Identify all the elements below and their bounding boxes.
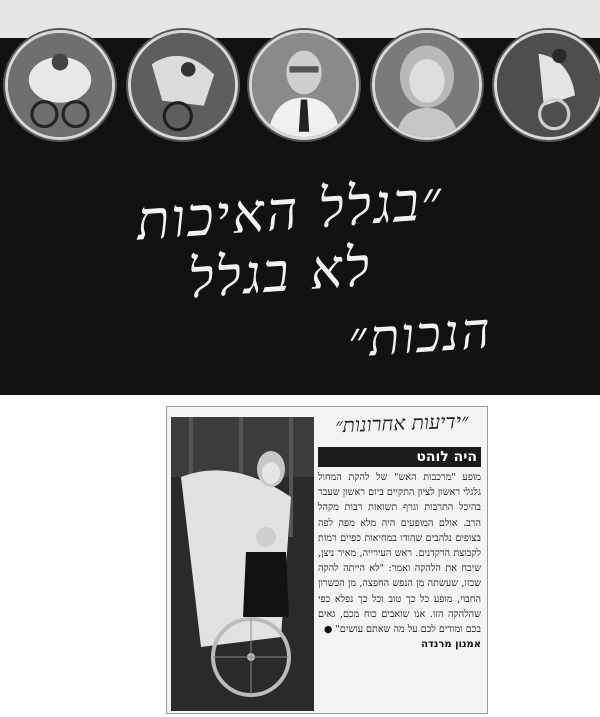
dancers-photo <box>131 33 235 137</box>
wheelchair-dancer-photo-circle <box>494 30 600 140</box>
dancers-photo-circle-1 <box>5 30 115 140</box>
newspaper-clipping <box>166 406 488 714</box>
article <box>318 447 481 709</box>
woman-portrait-photo <box>375 33 479 137</box>
wheelchair-dance-photo <box>171 417 314 711</box>
man-portrait-photo-circle <box>249 30 359 140</box>
headline-line-2: לא בגלל <box>186 234 374 311</box>
headline <box>0 168 600 390</box>
headline-line-3: הנכות״ <box>346 301 494 369</box>
headline-line-1: ״בגלל האיכות <box>134 168 446 253</box>
article-title: היה לוהט <box>318 447 481 467</box>
wheelchair-dancer-photo <box>497 33 600 137</box>
woman-portrait-photo-circle <box>372 30 482 140</box>
dancers-photo <box>8 33 112 137</box>
article-byline: אמנון מרנדה <box>421 639 481 651</box>
man-portrait-photo <box>252 33 356 137</box>
dancers-photo-circle-2 <box>128 30 238 140</box>
dancers-stage-photo <box>171 417 314 711</box>
article-body: מופע "מרכבות האש" של להקת המחול גלגלי ראשון לציון התקיים ביום ראשון שעבר בהיכל התרבות וגרף תשואות רבות מקהל הרב. אולם המופעים היה מלא מפה לפה בצופים נלהבים שהודו במחיאות כפיים רמות לקבוצת הרקדנים. ראש העירייה, מאיר ניצן, שיבח את הלהקה ואמר: "לא הייתה להקה שכזו, שעשתה מן הנפש החפצה, מן הכשרון החבוי, מופע כל כך טוב וכל כך נפלא כפי שהלהקה הזו. אנו שואבים כוח מכם, גאים בכם ומודים לכם על מה שאתם עושים" ● <box>318 472 481 636</box>
newspaper-source-label: ״ידיעות אחרונות״ <box>334 408 470 438</box>
